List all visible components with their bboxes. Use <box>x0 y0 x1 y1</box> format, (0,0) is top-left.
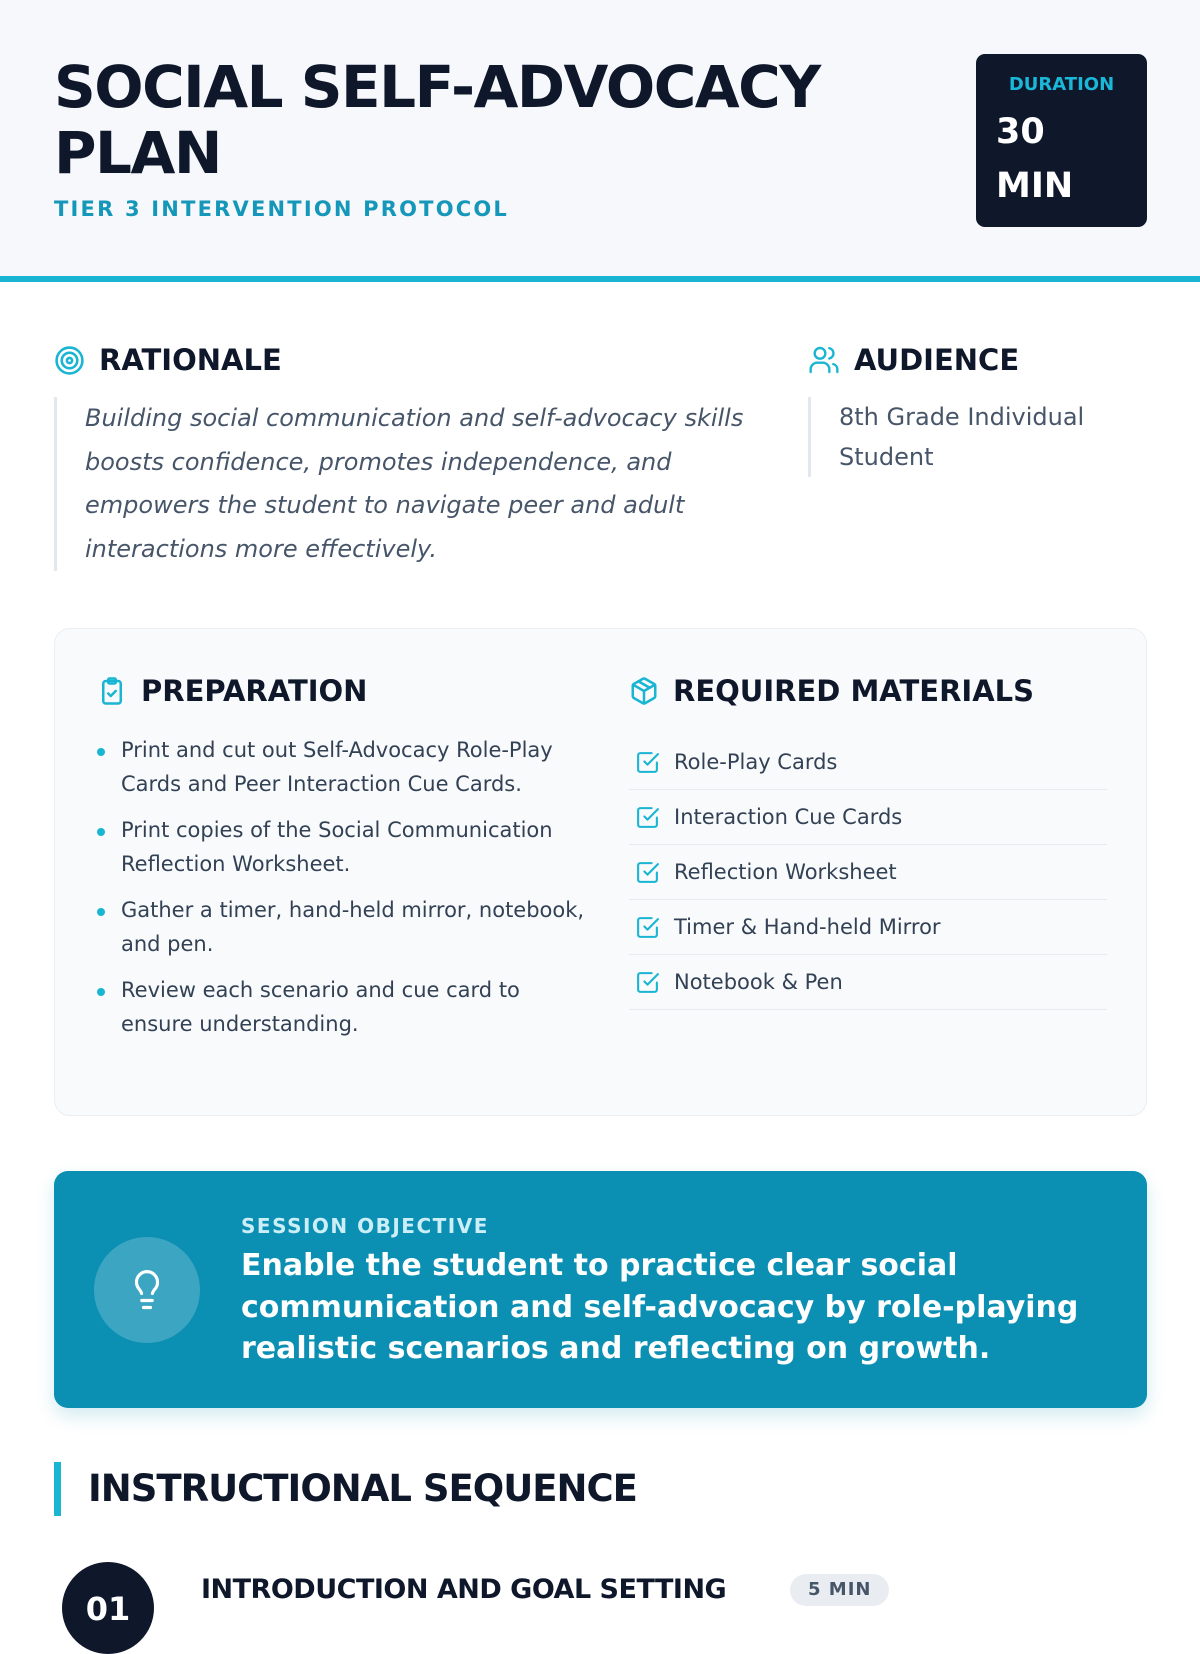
checkbox-icon <box>635 860 660 885</box>
material-label: Reflection Worksheet <box>674 860 897 884</box>
step-duration-badge: 5 MIN <box>790 1574 889 1606</box>
materials-list <box>629 735 1107 1010</box>
lightbulb-icon <box>126 1269 168 1311</box>
target-icon <box>54 345 85 376</box>
sequence-heading: INSTRUCTIONAL SEQUENCE <box>54 1462 637 1516</box>
materials-heading-label: REQUIRED MATERIALS <box>673 674 1035 708</box>
material-item <box>629 900 1107 955</box>
step-number: 01 <box>62 1562 154 1654</box>
page-subtitle: TIER 3 INTERVENTION PROTOCOL <box>54 197 510 221</box>
material-label: Timer & Hand-held Mirror <box>674 915 941 939</box>
objective-text: Enable the student to practice clear social communication and self-advocacy by role-playing realistic scenarios and reflecting on growth. <box>241 1248 1079 1366</box>
checkbox-icon <box>635 970 660 995</box>
materials-section <box>629 674 1107 1010</box>
audience-text: 8th Grade Individual Student <box>808 397 1148 477</box>
preparation-panel <box>54 628 1147 1116</box>
material-label: Notebook & Pen <box>674 970 843 994</box>
preparation-item: Gather a timer, hand-held mirror, notebook, and pen. <box>97 894 587 961</box>
preparation-item: Print copies of the Social Communication Reflection Worksheet. <box>97 814 587 881</box>
checkbox-icon <box>635 805 660 830</box>
material-item <box>629 735 1107 790</box>
material-label: Interaction Cue Cards <box>674 805 903 829</box>
page-header <box>0 0 1200 282</box>
material-item <box>629 790 1107 845</box>
rationale-heading-label: RATIONALE <box>99 343 282 377</box>
session-objective-card <box>54 1171 1147 1408</box>
page-title: SOCIAL SELF-ADVOCACY PLAN <box>54 53 820 187</box>
preparation-heading <box>97 674 587 708</box>
duration-value: 30 MIN <box>996 112 1074 206</box>
objective-label: SESSION OBJECTIVE <box>241 1214 489 1238</box>
material-item <box>629 955 1107 1010</box>
rationale-text: Building social communication and self-advocacy skills boosts confidence, promotes independence, and empowers the student to navigate peer and adult interactions more effectively. <box>54 397 774 571</box>
package-icon <box>629 676 659 706</box>
lightbulb-badge <box>94 1237 200 1343</box>
materials-heading <box>629 674 1107 708</box>
preparation-heading-label: PREPARATION <box>141 674 368 708</box>
duration-badge <box>976 54 1147 227</box>
preparation-section <box>97 674 587 1054</box>
checkbox-icon <box>635 915 660 940</box>
checkbox-icon <box>635 750 660 775</box>
clipboard-check-icon <box>97 676 127 706</box>
audience-section <box>808 343 1148 477</box>
preparation-item: Print and cut out Self-Advocacy Role-Play Cards and Peer Interaction Cue Cards. <box>97 734 587 801</box>
preparation-item: Review each scenario and cue card to ensure understanding. <box>97 974 587 1041</box>
preparation-list <box>97 734 587 1041</box>
material-label: Role-Play Cards <box>674 750 838 774</box>
step-title: INTRODUCTION AND GOAL SETTING <box>201 1574 727 1605</box>
users-icon <box>808 344 840 376</box>
material-item <box>629 845 1107 900</box>
duration-label: DURATION <box>1008 74 1115 95</box>
audience-heading <box>808 343 1148 377</box>
sequence-step <box>0 1562 1200 1628</box>
rationale-section <box>54 343 774 571</box>
audience-heading-label: AUDIENCE <box>854 343 1020 377</box>
rationale-heading <box>54 343 774 377</box>
